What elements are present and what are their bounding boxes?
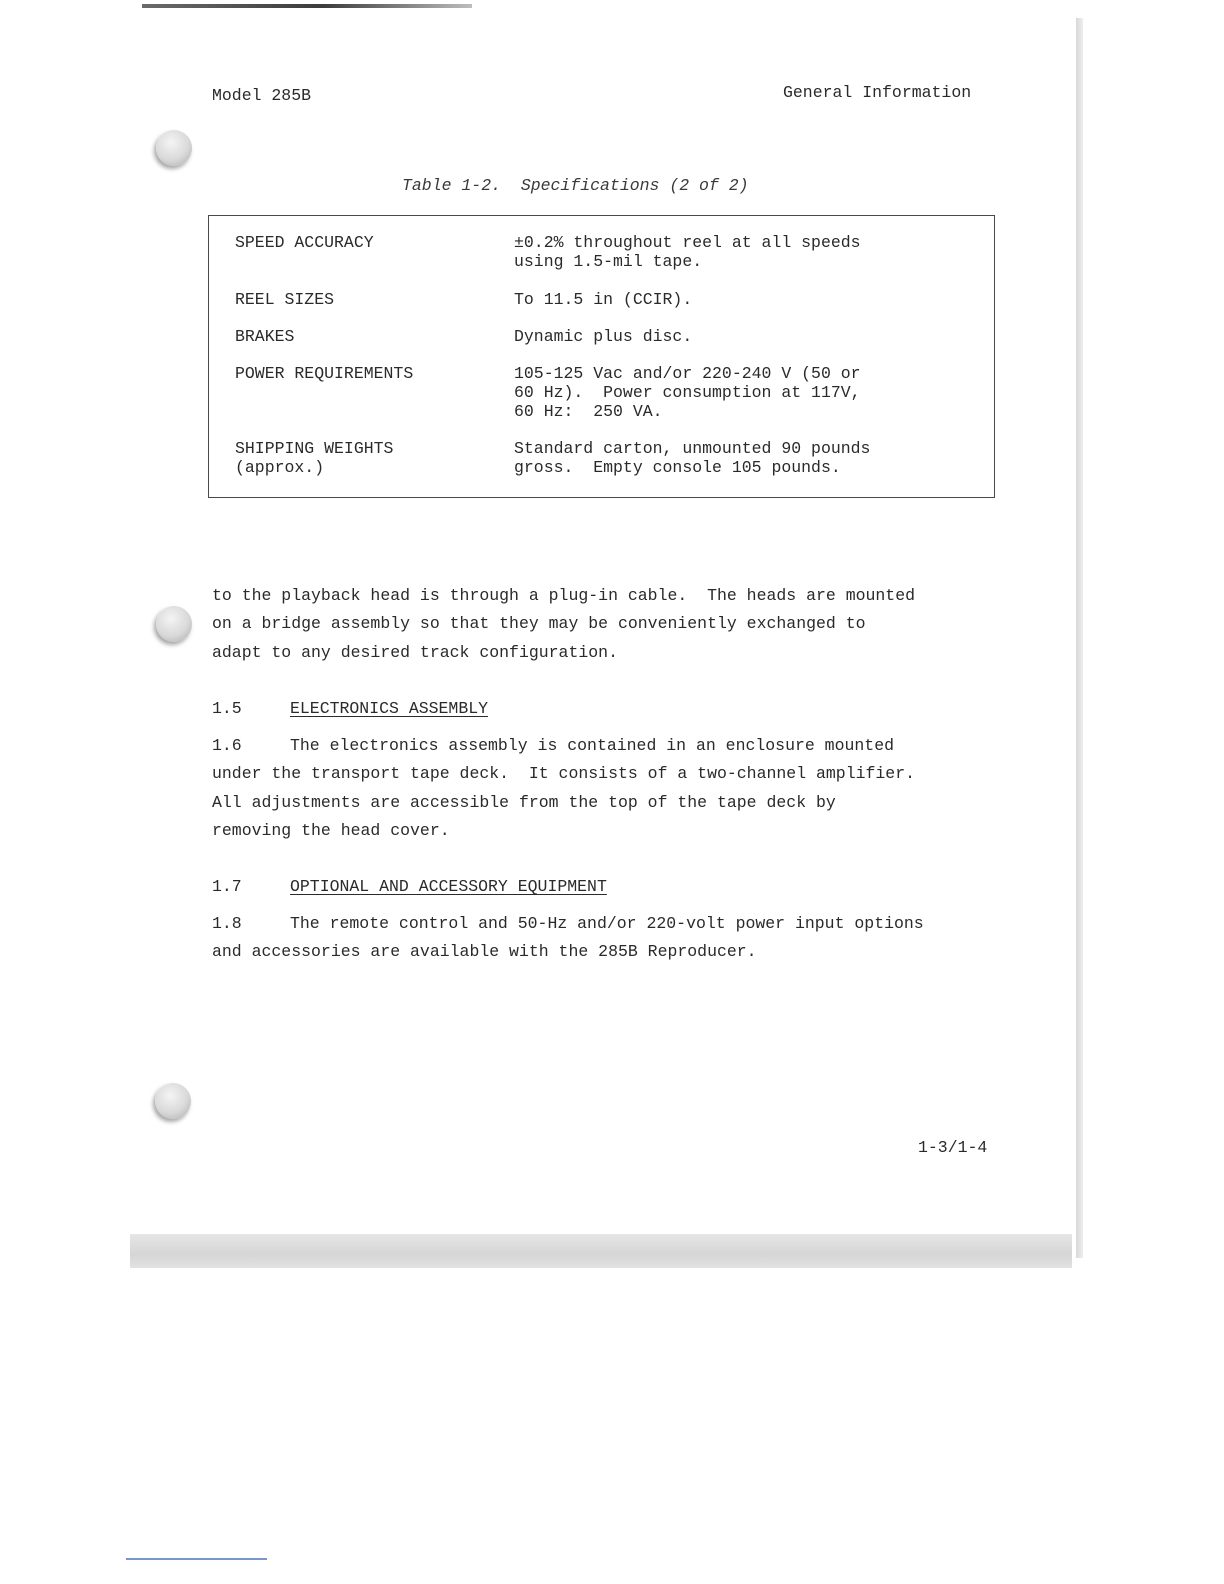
spec-value: Standard carton, unmounted 90 pounds gross. Empty console 105 pounds. xyxy=(514,439,871,477)
spec-label: SPEED ACCURACY xyxy=(235,233,374,252)
section-heading xyxy=(212,699,488,718)
paragraph-number: 1.6 xyxy=(212,736,242,755)
binder-hole-top xyxy=(156,130,192,166)
spec-value: 105-125 Vac and/or 220-240 V (50 or 60 Hz). Power consumption at 117V, 60 Hz: 250 VA. xyxy=(514,364,861,421)
spec-label: SHIPPING WEIGHTS (approx.) xyxy=(235,439,394,477)
header-section: General Information xyxy=(783,83,972,102)
scan-top-edge xyxy=(142,4,472,8)
heading-number: 1.5 xyxy=(212,699,242,718)
section-paragraph xyxy=(212,910,924,967)
heading-title: OPTIONAL AND ACCESSORY EQUIPMENT xyxy=(290,877,607,896)
spec-value: ±0.2% throughout reel at all speeds using 1.5-mil tape. xyxy=(514,233,861,271)
heading-title: ELECTRONICS ASSEMBLY xyxy=(290,699,489,718)
binder-hole-middle xyxy=(156,606,192,642)
page-number: 1-3/1-4 xyxy=(918,1138,988,1157)
intro-paragraph: to the playback head is through a plug-in cable. The heads are mounted on a bridge assembly so that they may be conveniently exchanged to adapt to any desired track configuration. xyxy=(212,586,916,662)
spec-value: To 11.5 in (CCIR). xyxy=(514,290,693,309)
paragraph-text: The electronics assembly is contained in an enclosure mounted under the transport tape deck. It consists of a two-channel amplifier. All adjustments are accessible from the top of the tape deck by removing the head cover. xyxy=(212,736,916,840)
heading-number: 1.7 xyxy=(212,877,242,896)
spec-label: POWER REQUIREMENTS xyxy=(235,364,414,383)
paragraph-text: The remote control and 50-Hz and/or 220-volt power input options and accessories are available with the 285B Reproducer. xyxy=(212,914,924,962)
spec-label: BRAKES xyxy=(235,327,295,346)
spec-value: Dynamic plus disc. xyxy=(514,327,693,346)
section-heading xyxy=(212,877,607,896)
specifications-table xyxy=(208,215,995,498)
table-caption: Table 1-2. Specifications (2 of 2) xyxy=(402,176,749,195)
scan-bottom-band xyxy=(130,1234,1072,1268)
scan-bottom-line xyxy=(126,1558,267,1560)
scan-right-edge xyxy=(1076,18,1083,1258)
header-model: Model 285B xyxy=(212,86,312,105)
paragraph-number: 1.8 xyxy=(212,914,242,933)
binder-hole-bottom xyxy=(155,1083,191,1119)
spec-label: REEL SIZES xyxy=(235,290,335,309)
section-paragraph xyxy=(212,732,915,845)
